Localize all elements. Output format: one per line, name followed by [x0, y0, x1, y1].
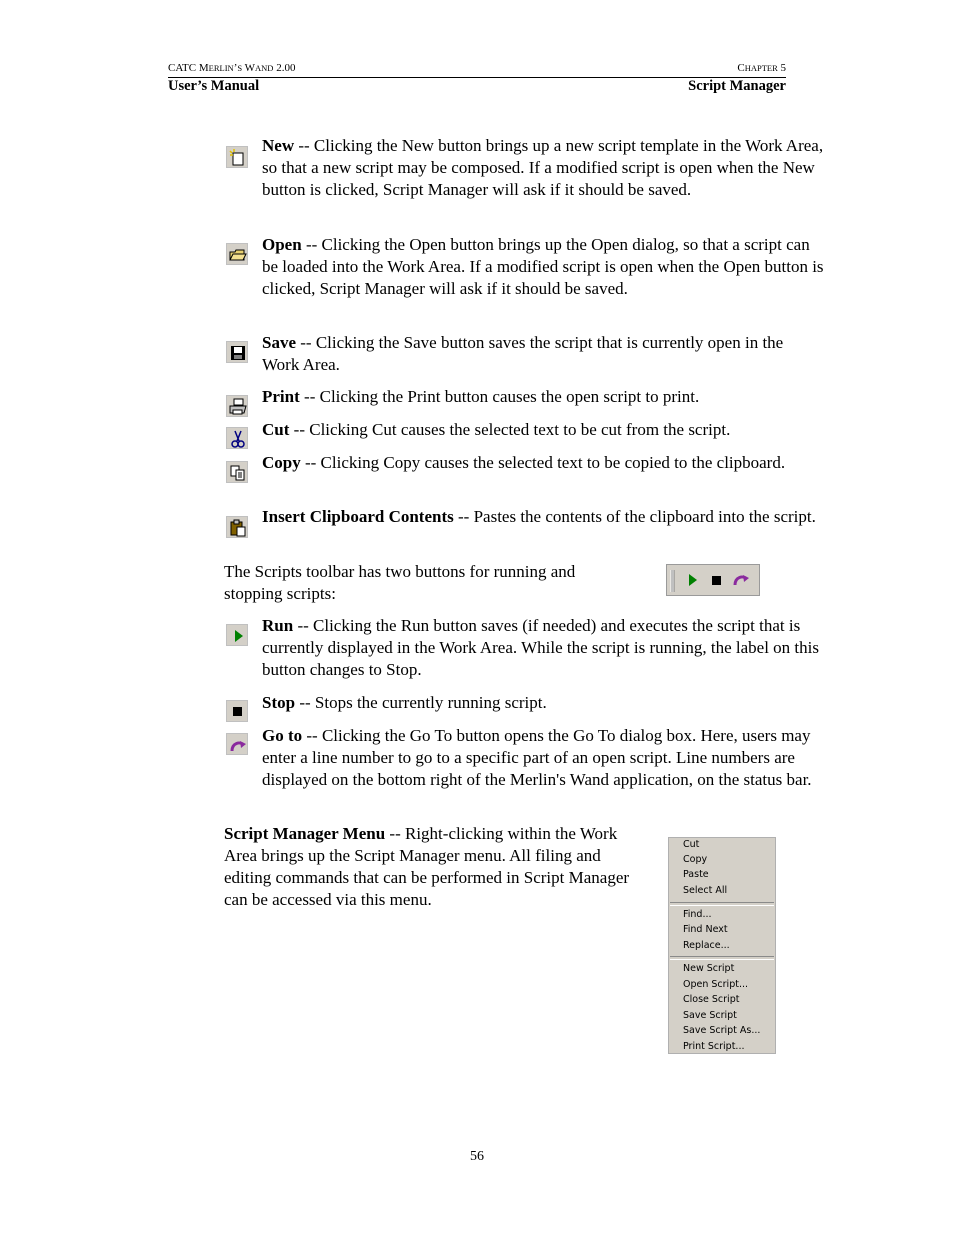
menu-item-copy[interactable]: Copy	[683, 854, 708, 865]
open-term: Open	[262, 235, 302, 254]
menu-item-replace[interactable]: Replace...	[683, 940, 730, 951]
running-header-top	[168, 62, 786, 78]
menu-item-cut[interactable]: Cut	[683, 839, 700, 850]
paste-description: Insert Clipboard Contents -- Pastes the contents of the clipboard into the script.	[262, 507, 816, 526]
page-number: 56	[470, 1149, 484, 1164]
goto-description: Go to -- Clicking the Go To button opens the Go To dialog box. Here, users may enter a line number to go to a specific part of an open script. Line numbers are displayed on the bottom right of the Merlin's Wand application, on the status bar.	[262, 726, 812, 789]
cut-term: Cut	[262, 420, 290, 439]
new-term: New	[262, 136, 295, 155]
menu-item-select-all[interactable]: Select All	[683, 885, 728, 896]
menu-item-find-next[interactable]: Find Next	[683, 924, 728, 935]
scripts-toolbar-intro: The Scripts toolbar has two buttons for running and stopping scripts:	[224, 562, 576, 603]
print-term: Print	[262, 387, 300, 406]
menu-separator	[670, 956, 774, 960]
menu-description: Script Manager Menu -- Right-clicking within the Work Area brings up the Script Manager menu. All filing and editing commands that can be performed in Script Manager can be accessed via this menu.	[224, 824, 630, 909]
run-term: Run	[262, 616, 294, 635]
cut-description: Cut -- Clicking Cut causes the selected text to be cut from the script.	[262, 420, 731, 439]
scripts-toolbar-image	[666, 564, 760, 596]
menu-item-open-script[interactable]: Open Script...	[683, 979, 749, 990]
menu-item-print-script[interactable]: Print Script...	[683, 1041, 745, 1052]
save-description: Save -- Clicking the Save button saves the script that is currently open in the Work Area.	[262, 333, 784, 374]
copy-term: Copy	[262, 453, 301, 472]
menu-term: Script Manager Menu	[224, 824, 386, 843]
menu-item-save-script[interactable]: Save Script	[683, 1010, 737, 1021]
header-product: CATC MERLIN’S WAND 2.00	[168, 62, 296, 74]
menu-item-save-script-as[interactable]: Save Script As...	[683, 1025, 761, 1036]
toolbar-stop-icon	[712, 576, 721, 585]
copy-description: Copy -- Clicking Copy causes the selected text to be copied to the clipboard.	[262, 453, 786, 472]
stop-term: Stop	[262, 693, 296, 712]
menu-item-paste[interactable]: Paste	[683, 869, 709, 880]
new-description: New -- Clicking the New button brings up a new script template in the Work Area, so that a new script may be composed. If a modified script is open when the New button is clicked, Script Manager will ask if it should be saved.	[262, 136, 824, 199]
print-description: Print -- Clicking the Print button causes the open script to print.	[262, 387, 700, 406]
save-term: Save	[262, 333, 296, 352]
paste-term: Insert Clipboard Contents	[262, 507, 454, 526]
menu-separator	[670, 902, 774, 906]
menu-item-new-script[interactable]: New Script	[683, 963, 735, 974]
toolbar-play-icon	[689, 574, 697, 586]
header-manual: User’s Manual	[168, 78, 260, 94]
menu-item-close-script[interactable]: Close Script	[683, 994, 740, 1005]
menu-item-find[interactable]: Find...	[683, 909, 712, 920]
header-chapter: CHAPTER 5	[737, 62, 786, 74]
run-description: Run -- Clicking the Run button saves (if needed) and executes the script that is currently displayed in the Work Area. While the script is running, the label on this button changes to Stop.	[262, 616, 819, 679]
open-description: Open -- Clicking the Open button brings up the Open dialog, so that a script can be loaded into the Work Area. If a modified script is open when the Open button is clicked, Script Manager will ask if it should be saved.	[262, 235, 824, 298]
goto-term: Go to	[262, 726, 303, 745]
header-section: Script Manager	[688, 78, 786, 94]
stop-description: Stop -- Stops the currently running script.	[262, 693, 547, 712]
script-manager-context-menu	[668, 837, 776, 1054]
